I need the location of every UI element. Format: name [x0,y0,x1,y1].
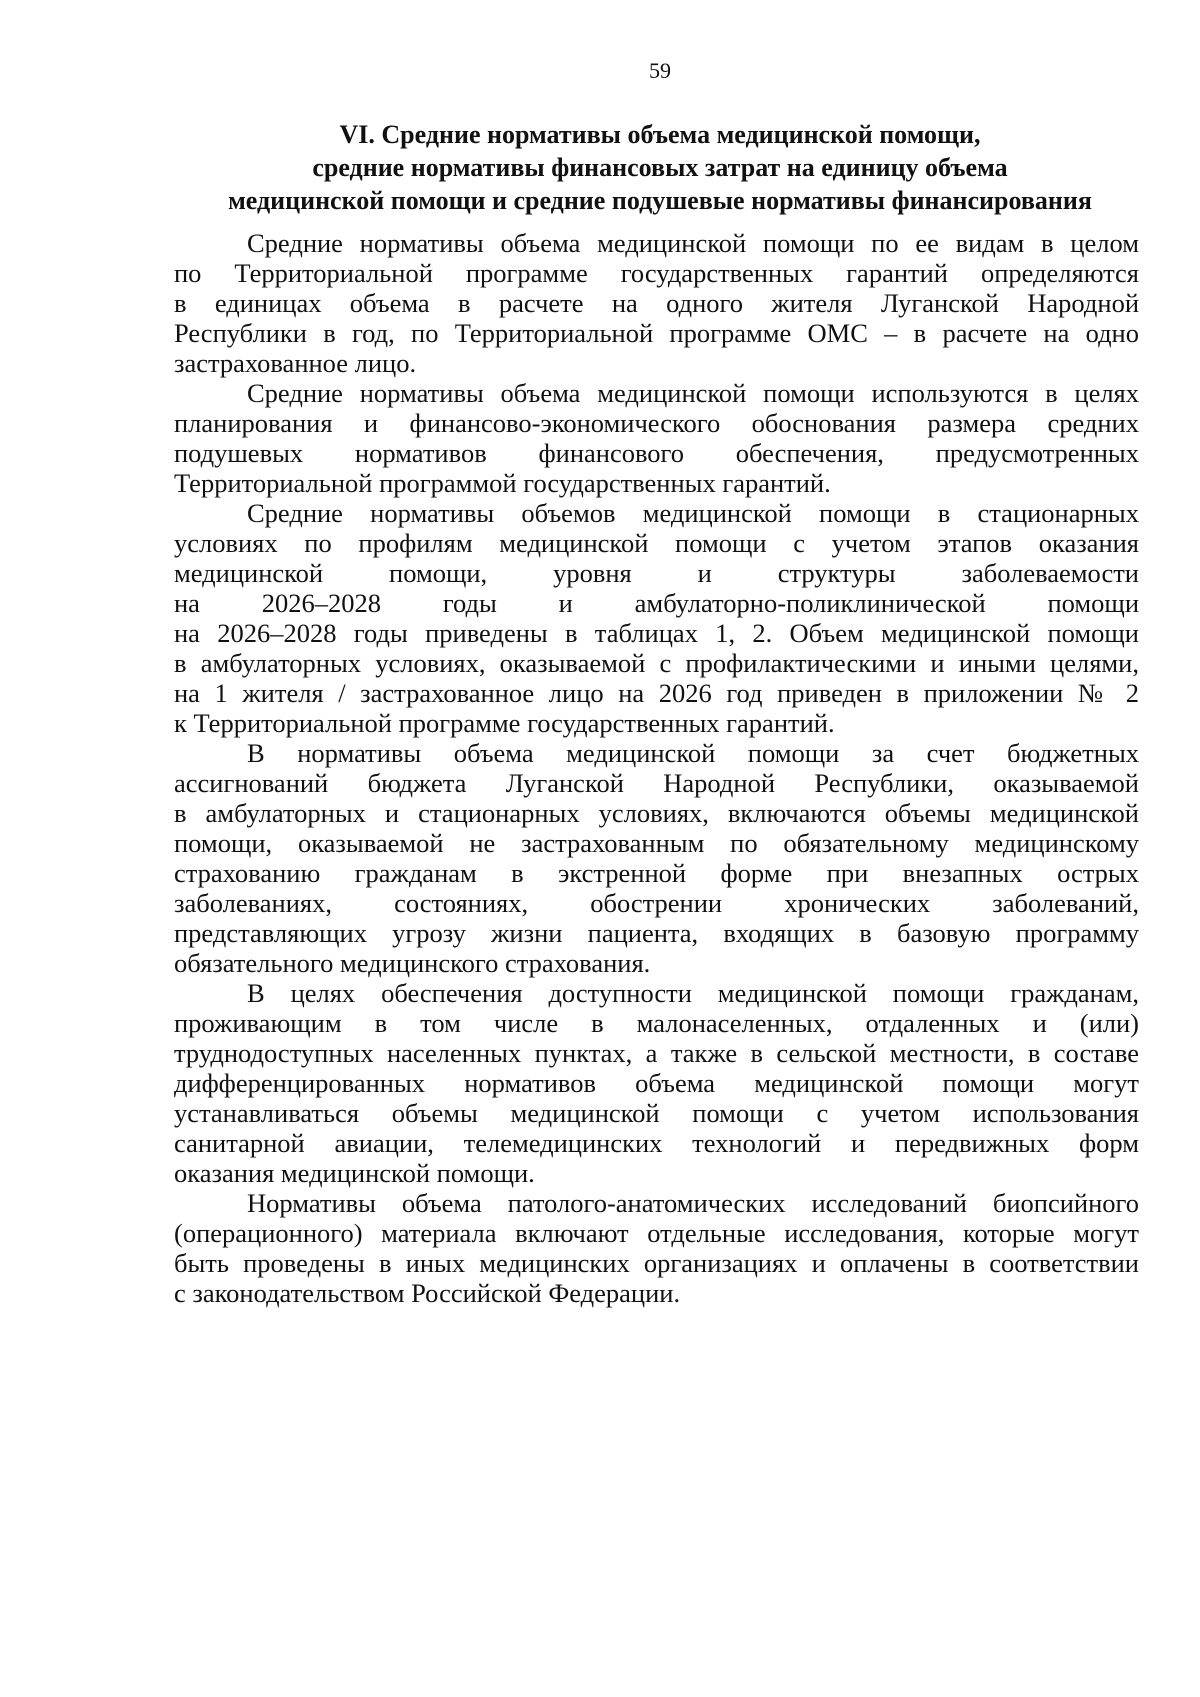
paragraph-line: быть проведены в иных медицинских организациях и оплачены в соответствии [174,1248,1139,1278]
paragraph-line: дифференцированных нормативов объема медицинской помощи могут [174,1068,1139,1098]
paragraph-line: проживающим в том числе в малонаселенных, отдаленных и (или) [174,1008,1139,1038]
paragraph-line: (операционного) материала включают отдельные исследования, которые могут [174,1218,1139,1248]
paragraph-line: к Территориальной программе государственных гарантий. [174,708,835,738]
paragraph-line: в единицах объема в расчете на одного жителя Луганской Народной [174,288,1139,318]
paragraph-line: В целях обеспечения доступности медицинской помощи гражданам, [247,978,1139,1008]
heading-line: средние нормативы финансовых затрат на единицу объема [312,153,1008,182]
paragraph-line: Республики в год, по Территориальной программе ОМС – в расчете на одно [174,318,1139,348]
page-number: 59 [649,58,671,83]
paragraph-line: по Территориальной программе государственных гарантий определяются [174,258,1139,288]
paragraph-line: страхованию гражданам в экстренной форме при внезапных острых [174,858,1139,888]
paragraph-line: планирования и финансово-экономического обоснования размера средних [174,408,1139,438]
paragraph-line: обязательного медицинского страхования. [174,948,651,978]
paragraph-line: ассигнований бюджета Луганской Народной Республики, оказываемой [174,768,1139,798]
paragraph-line: Нормативы объема патолого-анатомических исследований биопсийного [247,1188,1139,1218]
paragraph-line: подушевых нормативов финансового обеспечения, предусмотренных [174,438,1139,468]
paragraph [174,378,1139,498]
paragraph-line: условиях по профилям медицинской помощи с учетом этапов оказания [174,528,1139,558]
body-text [174,228,1139,1308]
paragraph-line: на 2026–2028 годы и амбулаторно-поликлинической помощи [174,588,1139,618]
paragraph-line: санитарной авиации, телемедицинских технологий и передвижных форм [174,1128,1139,1158]
paragraph-line: на 2026–2028 годы приведены в таблицах 1, 2. Объем медицинской помощи [174,618,1139,648]
paragraph-line: оказания медицинской помощи. [174,1158,535,1188]
paragraph-line: в амбулаторных условиях, оказываемой с профилактическими и иными целями, [174,648,1139,678]
paragraph-line: в амбулаторных и стационарных условиях, включаются объемы медицинской [174,798,1139,828]
paragraph-line: помощи, оказываемой не застрахованным по обязательному медицинскому [174,828,1139,858]
heading-line: VI. Средние нормативы объема медицинской помощи, [339,120,981,149]
paragraph-line: Средние нормативы объемов медицинской помощи в стационарных [247,498,1139,528]
paragraph-line: заболеваниях, состояниях, обострении хронических заболеваний, [174,888,1139,918]
paragraph [174,1188,1139,1308]
paragraph [174,978,1139,1188]
paragraph-line: Территориальной программой государственных гарантий. [174,468,831,498]
paragraph-line: застрахованное лицо. [174,348,417,378]
paragraph-line: с законодательством Российской Федерации. [174,1278,681,1308]
paragraph-line: устанавливаться объемы медицинской помощи с учетом использования [174,1098,1139,1128]
paragraph-line: представляющих угрозу жизни пациента, входящих в базовую программу [174,918,1139,948]
paragraph [174,498,1139,738]
paragraph-line: В нормативы объема медицинской помощи за счет бюджетных [247,738,1139,768]
paragraph-line: медицинской помощи, уровня и структуры заболеваемости [174,558,1139,588]
heading-line: медицинской помощи и средние подушевые нормативы финансирования [228,186,1092,215]
section-heading [160,118,1160,217]
paragraph [174,738,1139,978]
paragraph [174,228,1139,378]
paragraph-line: Средние нормативы объема медицинской помощи используются в целях [247,378,1139,408]
paragraph-line: на 1 жителя / застрахованное лицо на 2026 год приведен в приложении № 2 [174,678,1139,708]
paragraph-line: Средние нормативы объема медицинской помощи по ее видам в целом [247,228,1139,258]
paragraph-line: труднодоступных населенных пунктах, а также в сельской местности, в составе [174,1038,1139,1068]
